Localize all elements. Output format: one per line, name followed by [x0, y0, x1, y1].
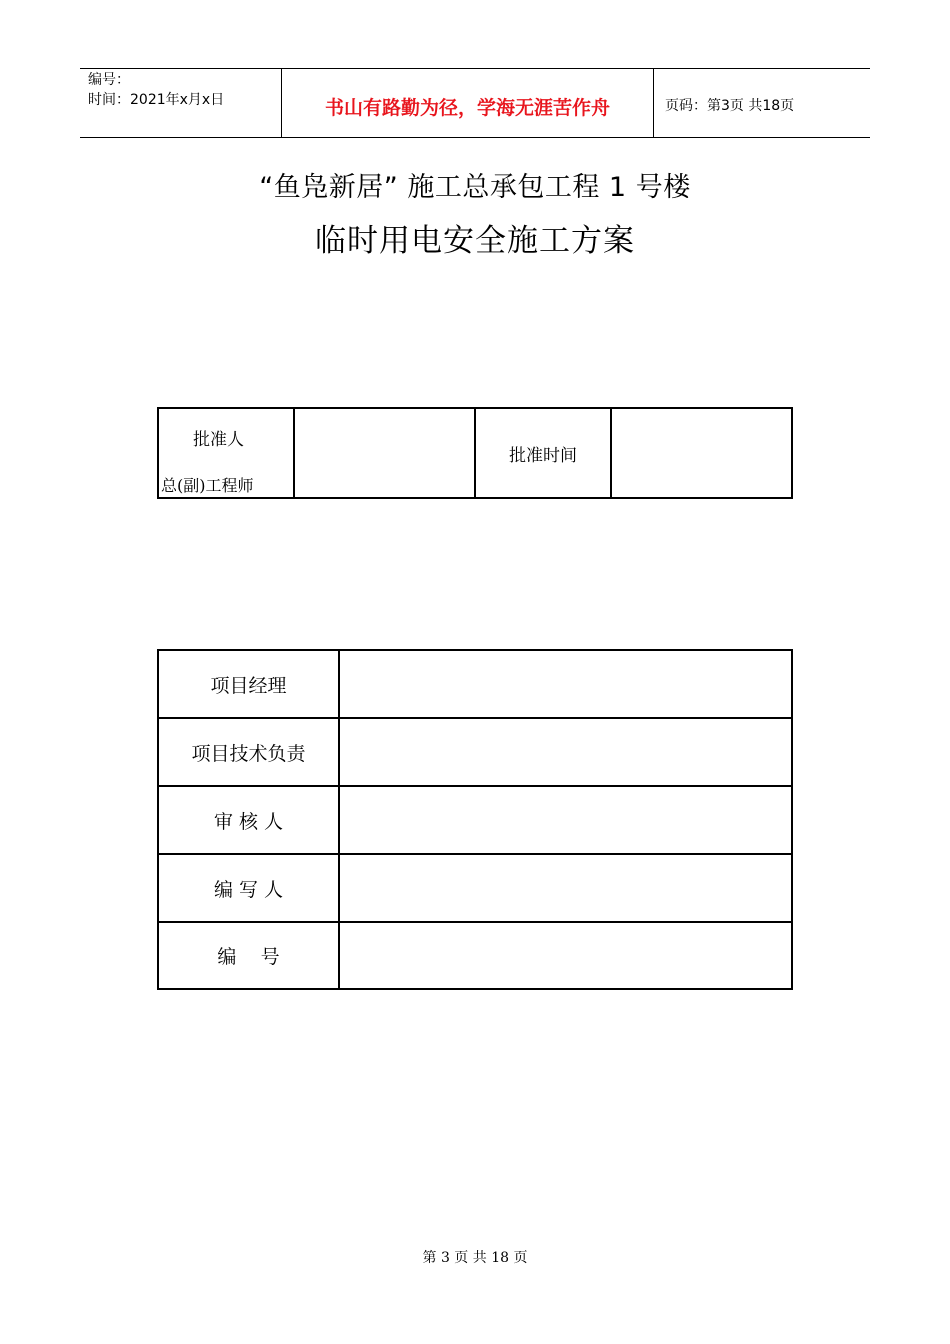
- row-label: 项目经理: [159, 651, 340, 717]
- row-label: 编 号: [159, 923, 340, 988]
- table-row: [159, 651, 791, 719]
- document-title-line1: “鱼凫新居” 施工总承包工程 1 号楼: [259, 172, 691, 203]
- row-label: 项目技术负责: [159, 719, 340, 785]
- approver-label-cell: [159, 409, 295, 497]
- header-motto: 书山有路勤为径，学海无涯苦作舟: [282, 69, 654, 137]
- header-meta: [80, 69, 282, 137]
- table-row: [159, 787, 791, 855]
- row-value: [340, 923, 791, 988]
- approver-sub-label: 总(副)工程师: [161, 476, 254, 495]
- table-row: [159, 923, 791, 988]
- row-label: 审 核 人: [159, 787, 340, 853]
- page-header: [80, 68, 870, 138]
- info-table: [157, 649, 793, 990]
- row-label: 编 写 人: [159, 855, 340, 921]
- page-footer: 第 3 页 共 18 页: [422, 1250, 528, 1266]
- table-row: [159, 719, 791, 787]
- approval-time-value-cell: [612, 409, 791, 497]
- row-value: [340, 719, 791, 785]
- time-label: 时间：2021年x月x日: [88, 92, 225, 108]
- header-page-info: 页码：第3页 共18页: [665, 98, 795, 114]
- document-title-line2: 临时用电安全施工方案: [315, 223, 635, 259]
- approval-time-label: 批准时间: [476, 409, 612, 497]
- approver-value-cell: [295, 409, 476, 497]
- number-label: 编号：: [88, 72, 130, 88]
- table-row: [159, 855, 791, 923]
- approver-label: 批准人: [193, 430, 244, 450]
- row-value: [340, 855, 791, 921]
- row-value: [340, 787, 791, 853]
- approval-table: [157, 407, 793, 499]
- row-value: [340, 651, 791, 717]
